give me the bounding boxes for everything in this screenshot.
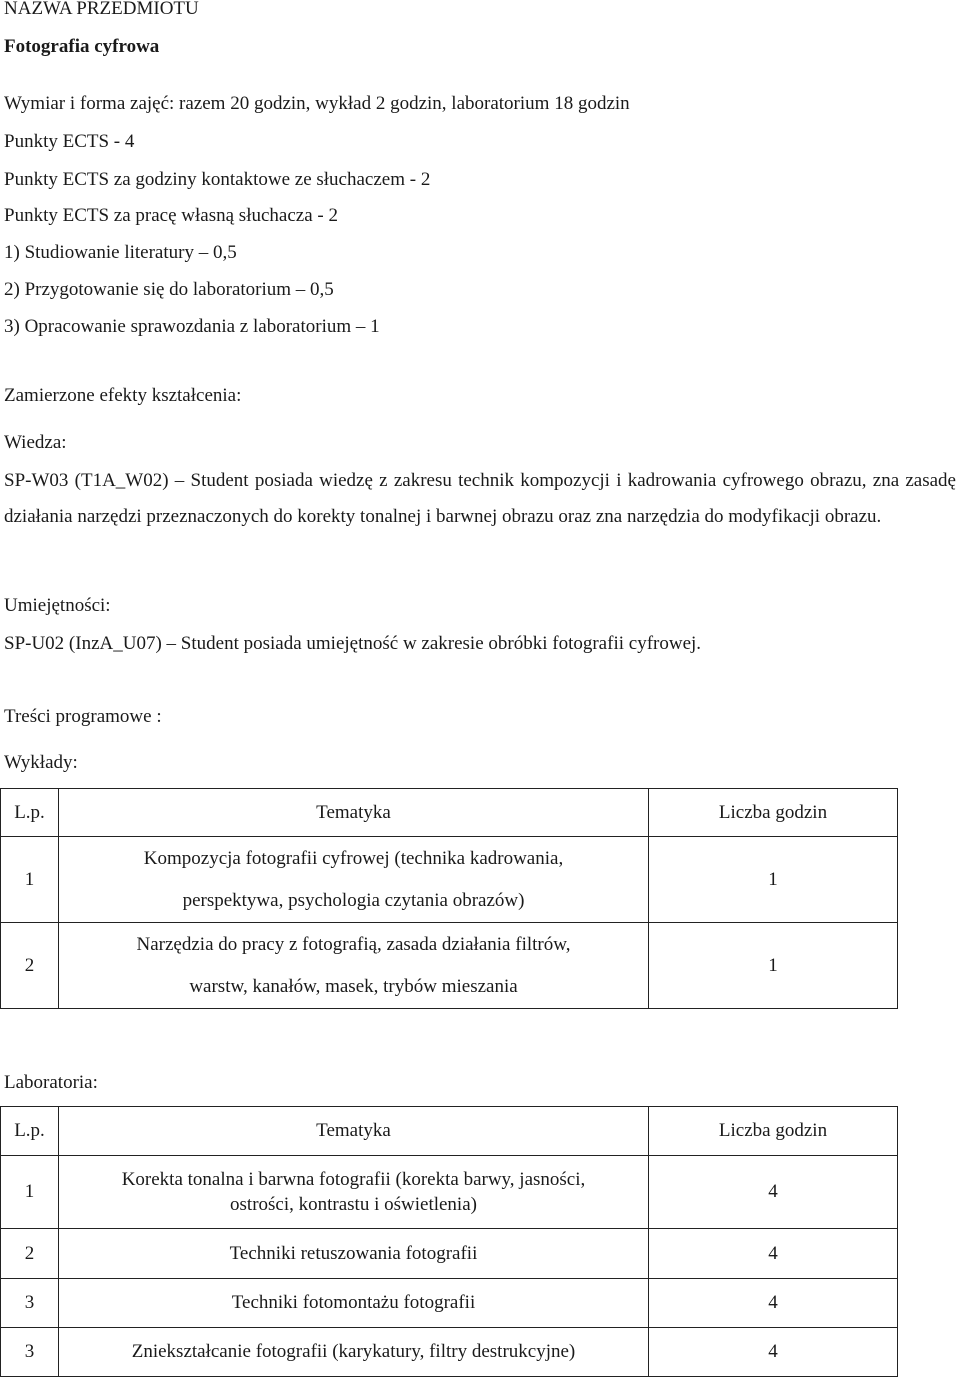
lp-cell: 2: [1, 923, 59, 1009]
column-header-lp: L.p.: [1, 1107, 59, 1156]
topic-cell: Techniki retuszowania fotografii: [59, 1229, 649, 1279]
table-row: [1, 1156, 898, 1229]
info-line: Punkty ECTS za godziny kontaktowe ze słuchaczem - 2: [4, 169, 431, 190]
lp-cell: 3: [1, 1279, 59, 1328]
table-row: [1, 923, 898, 1009]
section-label: NAZWA PRZEDMIOTU: [4, 0, 199, 19]
info-line: 3) Opracowanie sprawozdania z laboratorium – 1: [4, 316, 380, 337]
lectures-table: [0, 788, 898, 1009]
knowledge-label: Wiedza:: [4, 432, 67, 453]
lp-cell: 2: [1, 1229, 59, 1279]
column-header-topic: Tematyka: [59, 789, 649, 837]
lectures-label: Wykłady:: [4, 752, 78, 773]
column-header-hours: Liczba godzin: [649, 789, 898, 837]
hours-cell: 4: [649, 1156, 898, 1229]
course-title: Fotografia cyfrowa: [4, 36, 160, 57]
topic-cell: [59, 923, 649, 1009]
lp-cell: 1: [1, 1156, 59, 1229]
topic-line: Narzędzia do pracy z fotografią, zasada działania filtrów,: [136, 933, 571, 955]
topic-cell: [59, 1156, 649, 1229]
knowledge-text: SP-W03 (T1A_W02) – Student posiada wiedzę z zakresu technik kompozycji i kadrowania cyfrowego obrazu, zna zasadę działania narzędzi przeznaczonych do korekty tonalnej i barwnej obrazu oraz zna narzędzia do modyfikacji obrazu.: [4, 470, 956, 527]
info-line: Punkty ECTS - 4: [4, 131, 135, 152]
topic-line: Korekta tonalna i barwna fotografii (korekta barwy, jasności,: [121, 1169, 586, 1190]
table-row: [1, 1328, 898, 1377]
column-header-topic: Tematyka: [59, 1107, 649, 1156]
skills-text: SP-U02 (InzA_U07) – Student posiada umiejętność w zakresie obróbki fotografii cyfrowej.: [4, 633, 702, 654]
topic-line: Kompozycja fotografii cyfrowej (technika kadrowania,: [143, 847, 564, 869]
skills-label: Umiejętności:: [4, 595, 111, 616]
labs-table: [0, 1106, 898, 1377]
table-header-row: [1, 789, 898, 837]
info-line: Wymiar i forma zajęć: razem 20 godzin, wykład 2 godzin, laboratorium 18 godzin: [4, 93, 630, 114]
table-row: [1, 1279, 898, 1328]
info-line: Punkty ECTS za pracę własną słuchacza - 2: [4, 205, 338, 226]
topic-cell: Zniekształcanie fotografii (karykatury, filtry destrukcyjne): [59, 1328, 649, 1377]
outcomes-heading: Zamierzone efekty kształcenia:: [4, 385, 242, 406]
topic-line: perspektywa, psychologia czytania obrazów): [182, 889, 525, 911]
hours-cell: 1: [649, 923, 898, 1009]
lp-cell: 3: [1, 1328, 59, 1377]
column-header-hours: Liczba godzin: [649, 1107, 898, 1156]
hours-cell: 4: [649, 1229, 898, 1279]
program-heading: Treści programowe :: [4, 706, 162, 727]
topic-cell: Techniki fotomontażu fotografii: [59, 1279, 649, 1328]
table-row: [1, 1229, 898, 1279]
hours-cell: 4: [649, 1328, 898, 1377]
hours-cell: 1: [649, 837, 898, 923]
table-row: [1, 837, 898, 923]
topic-cell: [59, 837, 649, 923]
labs-label: Laboratoria:: [4, 1072, 98, 1093]
topic-line: ostrości, kontrastu i oświetlenia): [230, 1194, 477, 1215]
hours-cell: 4: [649, 1279, 898, 1328]
lp-cell: 1: [1, 837, 59, 923]
info-line: 2) Przygotowanie się do laboratorium – 0,5: [4, 279, 334, 300]
topic-line: warstw, kanałów, masek, trybów mieszania: [189, 975, 518, 997]
table-header-row: [1, 1107, 898, 1156]
info-line: 1) Studiowanie literatury – 0,5: [4, 242, 237, 263]
column-header-lp: L.p.: [1, 789, 59, 837]
